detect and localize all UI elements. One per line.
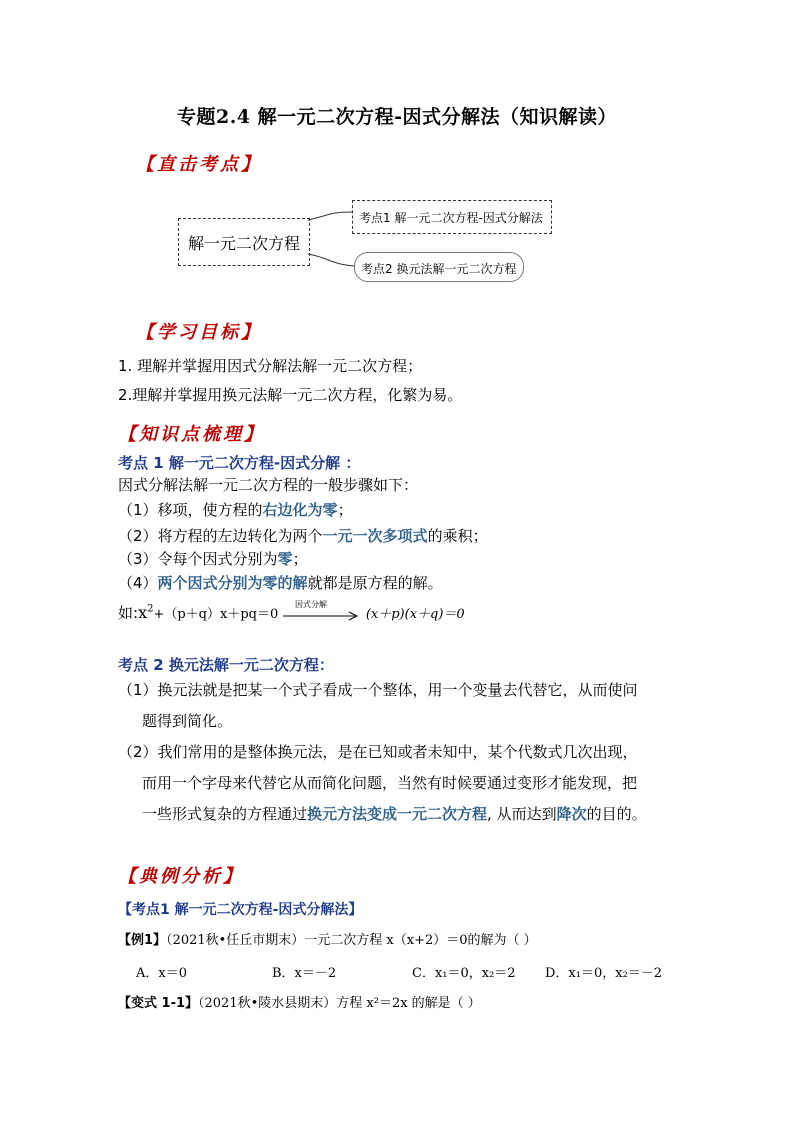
kp2-p1-line2: 题得到简化。 [142,712,233,730]
mindmap-center-label: 解一元二次方程 [187,234,300,253]
examples-kp-heading: 【考点1 解一元二次方程-因式分解法】 [118,902,363,918]
mindmap-node-1 [352,200,552,234]
kp1-step-3 [118,548,308,569]
page-title: 专题2.4 解一元二次方程-因式分解法（知识解读） [176,106,618,128]
mindmap-center-node [178,218,310,266]
kp1-step-2 [118,525,488,546]
kp2-p2-line3 [142,803,647,824]
goal-item-2: 2.理解并掌握用换元法解一元二次方程，化繁为易。 [118,386,463,404]
option-b: B．x＝－2 [272,966,337,981]
example-1-label: 【例1】 [118,933,167,948]
kp1-step-2-text: （2）将方程的左边转化为两个 [118,527,323,545]
kp1-step-3-text: （3）令每个因式分别为 [118,550,278,568]
option-a: A．x＝0 [136,966,187,981]
arrow-icon [283,609,361,623]
kp1-heading: 考点 1 解一元二次方程-因式分解 ： [118,454,361,472]
kp1-intro: 因式分解法解一元二次方程的一般步骤如下： [118,476,419,494]
section-header-goals: 【学习目标】 [136,322,262,343]
example-x-squared: $x^2$ [138,603,154,622]
factorization-arrow [283,599,361,621]
kp1-step-4 [118,572,443,593]
section-header-knowledge: 【知识点梳理】 [118,424,265,445]
kp1-step-4-end: 就都是原方程的解。 [307,574,443,592]
kp2-heading: 考点 2 换元法解一元二次方程： [118,656,334,674]
kp2-line3-text: 一些形式复杂的方程通过 [142,805,308,823]
kp2-line3-highlight-1: 换元方法变成一元二次方程 [307,805,488,823]
kp1-step-4-text: （4） [118,574,158,592]
kp2-p2-line2: 而用一个字母来代替它从而简化问题，当然有时候要通过变形才能发现，把 [142,774,638,792]
example-prefix: 如: [118,604,139,622]
kp1-step-3-highlight: 零 [277,550,293,568]
variant-1-1-label: 【变式 1-1】 [118,996,199,1011]
example-1-text: （2021秋•任丘市期末）一元二次方程 x（x+2）＝0的解为（ ） [166,933,537,948]
kp1-step-3-end: ； [292,550,308,568]
example-rhs: (x＋p)(x＋q)＝0 [365,607,465,622]
kp1-step-1-highlight: 右边化为零 [262,501,338,519]
example-1 [118,929,537,948]
section-header-direct: 【直击考点】 [136,154,262,175]
variant-1-1-text: （2021秋•陵水县期末）方程 x²＝2x 的解是（ ） [198,996,481,1011]
mindmap-node-2 [354,252,524,282]
kp2-line3-highlight-2: 降次 [556,805,587,823]
goal-item-1: 1. 理解并掌握用因式分解法解一元二次方程； [118,357,423,375]
kp1-step-1-end: ； [337,501,353,519]
kp1-step-1 [118,499,353,520]
kp1-step-4-highlight: 两个因式分别为零的解 [157,574,308,592]
kp1-example [118,599,465,623]
option-d: D．x₁＝0，x₂＝－2 [545,966,663,981]
option-c: C．x₁＝0，x₂＝2 [412,966,516,981]
mindmap-node-2-label: 考点2 换元法解一元二次方程 [361,262,517,276]
kp2-p1-line1: （1）换元法就是把某一个式子看成一个整体，用一个变量去代替它，从而使问 [118,681,638,699]
kp2-p2-line1: （2）我们常用的是整体换元法，是在已知或者未知中，某个代数式几次出现， [118,743,638,761]
kp2-line3-mid: , 从而达到 [487,805,557,823]
mindmap-node-1-label: 考点1 解一元二次方程-因式分解法 [359,211,543,225]
kp1-step-2-end: 的乘积； [427,527,488,545]
arrow-label: 因式分解 [295,599,328,609]
kp1-step-2-highlight: 一元一次多项式 [322,527,428,545]
example-lhs: +（p＋q）x＋pq＝0 [153,607,279,622]
section-header-examples: 【典例分析】 [118,866,244,887]
variant-1-1 [118,992,481,1011]
kp1-step-1-text: （1）移项，使方程的 [118,501,263,519]
kp2-line3-end: 的目的。 [586,805,647,823]
